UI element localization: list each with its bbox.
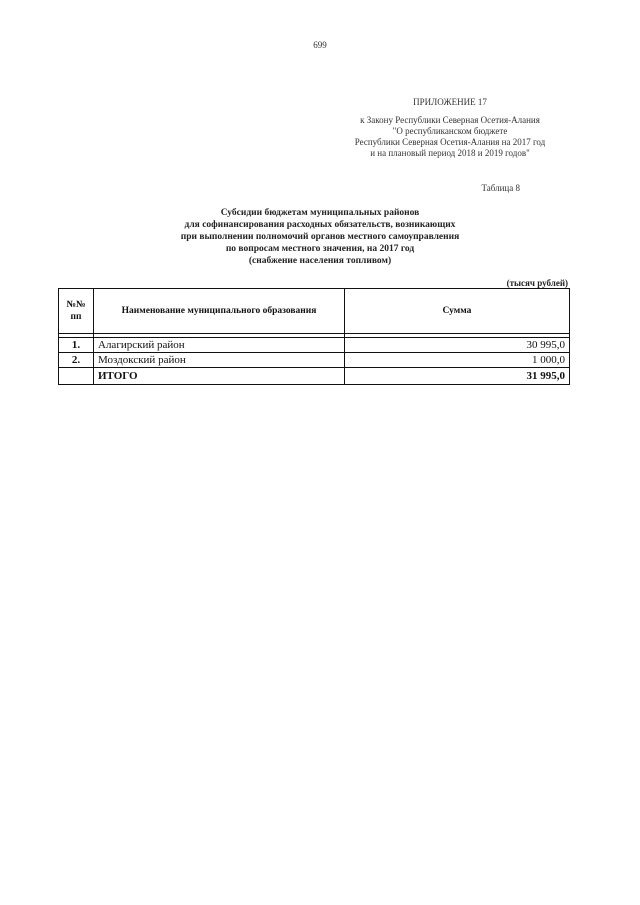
appendix-heading: ПРИЛОЖЕНИЕ 17 [413,97,487,107]
row-number: 2. [59,353,94,368]
title-line: для софинансирования расходных обязательств, возникающих [184,220,456,230]
table-row [59,353,570,368]
table-header-row [59,289,570,334]
row-number: 1. [59,338,94,353]
appendix-line: "О республиканском бюджете [392,126,508,136]
header-number-line1: №№ [66,300,86,310]
appendix-block [300,97,600,159]
row-amount: 30 995,0 [345,338,570,353]
units-label: (тысяч рублей) [506,278,568,288]
appendix-line: и на плановый период 2018 и 2019 годов" [370,148,530,158]
title-line: (снабжение населения топливом) [248,256,392,266]
table-label: Таблица 8 [481,183,520,193]
title-line: Субсидии бюджетам муниципальных районов [220,208,420,218]
subsidy-table [58,288,570,385]
header-number [59,289,94,334]
document-title [120,207,520,267]
total-number [59,368,94,385]
title-line: при выполнении полномочий органов местного самоуправления [180,232,460,242]
header-amount: Сумма [345,289,570,334]
total-amount: 31 995,0 [345,368,570,385]
total-row [59,368,570,385]
row-amount: 1 000,0 [345,353,570,368]
header-name: Наименование муниципального образования [94,289,345,334]
total-label: ИТОГО [94,368,345,385]
appendix-line: к Закону Республики Северная Осетия-Алания [360,115,540,125]
page-number: 699 [313,40,327,50]
table-row [59,338,570,353]
row-name: Моздокский район [94,353,345,368]
title-line: по вопросам местного значения, на 2017 год [225,244,415,254]
header-number-line2: пп [70,312,82,322]
appendix-line: Республики Северная Осетия-Алания на 2017 год [354,137,546,147]
row-name: Алагирский район [94,338,345,353]
